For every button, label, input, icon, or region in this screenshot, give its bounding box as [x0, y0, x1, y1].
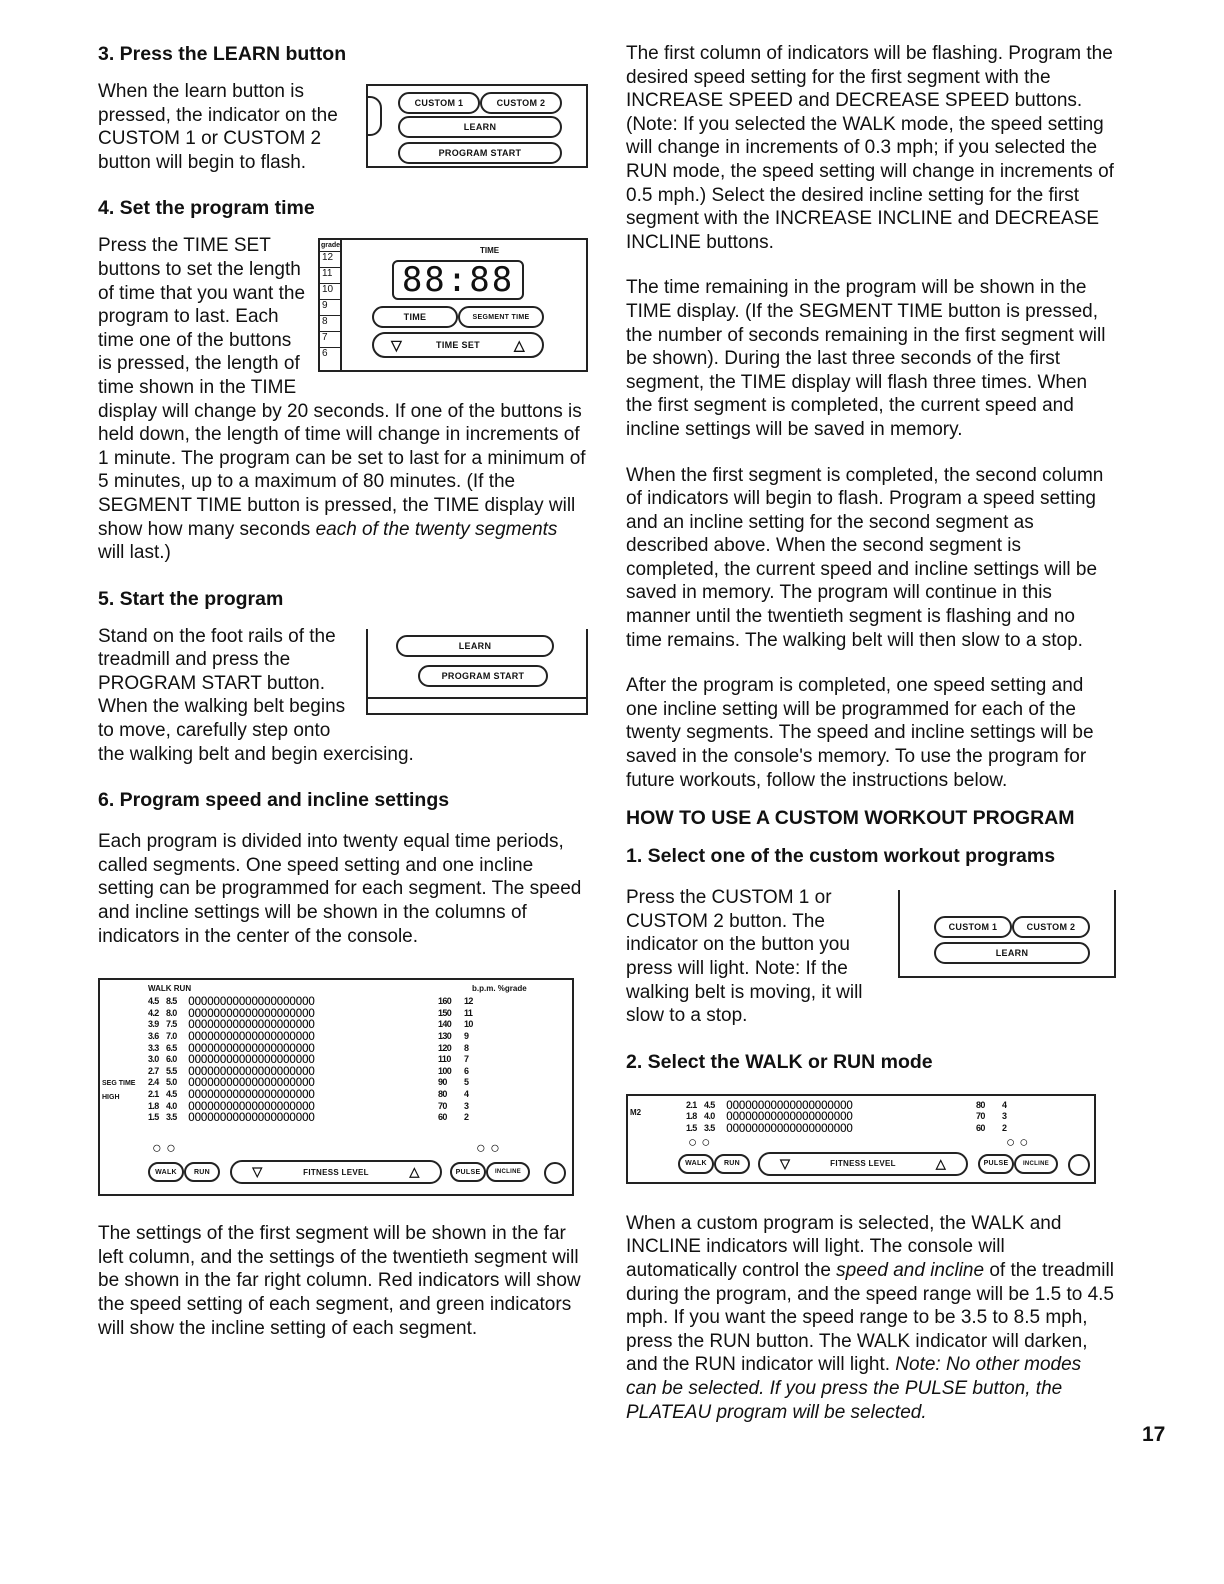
round-button-icon — [544, 1162, 566, 1184]
matrix-walk-value: 1.8 — [686, 1111, 697, 1122]
matrix-run-value: 3.5 — [166, 1112, 177, 1123]
matrix-grade-value: 7 — [464, 1054, 469, 1065]
segment-indicator-dots: OOOOOOOOOOOOOOOOOOOO — [188, 994, 315, 1009]
segment-indicator-dots: OOOOOOOOOOOOOOOOOOOO — [188, 1075, 315, 1090]
walk-run-emphasis: speed and incline — [836, 1259, 985, 1281]
matrix-bpm-value: 110 — [438, 1054, 451, 1065]
first-column-paragraph: The first column of indicators will be flashing. Program the desired speed setting for the first segment with the INCREASE SPEED and DECREASE SPEED buttons. (Note: If you selected the WALK mode, the speed setting will change in increments of 0.3 mph; if you selected the RUN mode, the speed setting will change in increments of 0.5 mph.) Select the desired incline setting for the first segment with the INCREASE INCLINE and DECREASE INCLINE buttons. — [626, 43, 1114, 253]
segment-indicator-dots: OOOOOOOOOOOOOOOOOOOO — [188, 1040, 315, 1055]
segment-indicator-dots: OOOOOOOOOOOOOOOOOOOO — [188, 1110, 315, 1125]
panel-divider — [366, 697, 588, 699]
segment-indicator-dots: OOOOOOOOOOOOOOOOOOOO — [726, 1109, 853, 1124]
indicator-matrix-illustration — [98, 978, 574, 1196]
incline-button-illustration-2 — [1014, 1154, 1058, 1174]
matrix-run-value: 7.0 — [166, 1031, 177, 1041]
matrix-side-a: SEG TIME — [102, 1080, 136, 1088]
walk-button-illustration-2 — [678, 1154, 714, 1174]
grade-scale-item: 6 — [320, 347, 340, 363]
pulse-button-illustration-2 — [978, 1154, 1014, 1174]
heading-select-custom: 1. Select one of the custom workout programs — [626, 845, 1056, 868]
walk-run-rows — [686, 1097, 1046, 1135]
walk-button-illustration — [148, 1162, 184, 1182]
walk-label-2: WALK — [685, 1160, 707, 1168]
second-segment-paragraph: When the first segment is completed, the second column of indicators will begin to flash. Program a speed setting and an incline setting for the second segment as described above. When the second segment is completed, the current speed and incline settings will be saved in memory. The program will continue in this manner until the twentieth segment is flashing and no time remains. The walking belt will then slow to a stop. — [626, 464, 1104, 651]
walk-run-panel-illustration — [626, 1094, 1096, 1184]
matrix-header-right: b.p.m. %grade — [472, 984, 527, 994]
start-program-paragraph: Stand on the foot rails of the treadmill and press the PROGRAM START button. When the walking belt begins to move, carefully step onto the walking belt and begin exercising. — [98, 625, 414, 765]
fitness-level-button-illustration-2 — [758, 1152, 968, 1176]
speed-incline-paragraph: Each program is divided into twenty equal time periods, called segments. One speed setting and one incline setting can be programmed for each segment. The speed and incline settings will be shown in the columns of indicators in the center of the console. — [98, 831, 582, 947]
matrix-bpm-value: 150 — [438, 1007, 452, 1018]
matrix-bpm-value: 60 — [976, 1122, 985, 1133]
matrix-run-value: 6.0 — [166, 1054, 177, 1065]
custom1-label: CUSTOM 1 — [414, 98, 464, 108]
matrix-run-value: 3.5 — [704, 1122, 715, 1133]
matrix-bpm-value: 130 — [438, 1031, 452, 1041]
heading-set-program-time: 4. Set the program time — [98, 197, 315, 220]
heading-speed-incline: 6. Program speed and incline settings — [98, 789, 450, 812]
learn-button-illustration-3 — [934, 942, 1090, 964]
matrix-walk-value: 2.1 — [148, 1088, 159, 1099]
program-start-panel-illustration — [366, 629, 588, 715]
matrix-walk-value: 2.7 — [148, 1065, 159, 1076]
section-start-program — [98, 587, 588, 767]
grade-scale-item: 11 — [320, 267, 340, 283]
time-label: TIME — [480, 246, 500, 256]
matrix-header-left: WALK RUN — [148, 984, 192, 994]
time-set-button-illustration — [372, 332, 544, 358]
incline-button-illustration — [486, 1162, 530, 1182]
matrix-bpm-value: 80 — [976, 1099, 985, 1110]
matrix-run-value: 4.0 — [704, 1111, 715, 1122]
matrix-run-value: 4.5 — [704, 1099, 715, 1110]
right-column — [626, 42, 1116, 1446]
matrix-run-value: 8.0 — [166, 1007, 177, 1018]
custom-select-panel-illustration — [898, 890, 1116, 978]
custom1-label-2: CUSTOM 1 — [948, 922, 998, 933]
segment-indicator-dots: OOOOOOOOOOOOOOOOOOOO — [188, 1029, 315, 1043]
matrix-grade-value: 4 — [464, 1088, 469, 1099]
round-button-icon — [1068, 1154, 1090, 1176]
matrix-grade-value: 4 — [1002, 1099, 1007, 1110]
time-panel-illustration — [318, 238, 588, 372]
section-learn — [98, 42, 588, 174]
matrix-grade-value: 8 — [464, 1042, 469, 1053]
grade-scale-item: 10 — [320, 283, 340, 299]
segment-indicator-dots: OOOOOOOOOOOOOOOOOOOO — [188, 1052, 315, 1067]
grade-scale-item: 12 — [320, 251, 340, 267]
section-walk-run — [626, 1050, 1116, 1424]
matrix-bpm-value: 140 — [438, 1019, 452, 1030]
learn-panel-illustration — [366, 84, 588, 168]
learn-button-illustration — [398, 116, 562, 138]
matrix-walk-value: 4.5 — [148, 996, 159, 1007]
segment-indicator-dots: OOOOOOOOOOOOOOOOOOOO — [188, 1063, 315, 1078]
program-completed-paragraph: After the program is completed, one speed setting and one incline setting will be programmed for each of the twenty segments. The speed and incline settings will be saved in the console's memory. To use the program for future workouts, follow the instructions below. — [626, 675, 1094, 791]
program-start-label-2: PROGRAM START — [441, 670, 525, 681]
learn-label-3: LEARN — [995, 948, 1029, 959]
segment-indicator-dots: OOOOOOOOOOOOOOOOOOOO — [188, 1005, 315, 1020]
down-arrow-icon: ▽ — [779, 1155, 791, 1171]
matrix-row — [148, 1112, 528, 1124]
time-button-illustration — [372, 306, 458, 328]
matrix-run-value: 5.0 — [166, 1077, 177, 1088]
run-label: RUN — [193, 1168, 211, 1176]
section-program-time — [98, 196, 588, 564]
segment-indicator-dots: OOOOOOOOOOOOOOOOOOOO — [188, 1098, 315, 1113]
matrix-walk-value: 3.0 — [148, 1054, 159, 1065]
custom1-button-illustration — [398, 92, 480, 114]
grade-scale — [320, 240, 342, 372]
pulse-label: PULSE — [455, 1168, 481, 1176]
run-button-illustration-2 — [714, 1154, 750, 1174]
down-arrow-icon: ▽ — [252, 1164, 263, 1180]
matrix-run-value: 7.5 — [166, 1019, 177, 1030]
segment-time-button-illustration — [458, 306, 544, 328]
segment-indicator-dots: OOOOOOOOOOOOOOOOOOOO — [188, 1017, 315, 1032]
down-arrow-icon: ▽ — [390, 336, 403, 353]
custom2-button-illustration-2 — [1012, 916, 1090, 938]
matrix-run-value: 8.5 — [166, 996, 177, 1007]
matrix-walk-value: 4.2 — [148, 1007, 159, 1018]
matrix-bpm-value: 70 — [438, 1100, 447, 1111]
grade-scale-item: 9 — [320, 299, 340, 315]
walk-run-side-label: M2 — [630, 1107, 642, 1117]
grade-scale-item: 8 — [320, 315, 340, 331]
custom2-label-2: CUSTOM 2 — [1026, 922, 1076, 933]
matrix-rows — [148, 996, 528, 1124]
matrix-walk-value: 1.5 — [686, 1122, 697, 1133]
walk-label: WALK — [155, 1168, 177, 1176]
matrix-bpm-value: 80 — [438, 1088, 447, 1099]
learn-label: LEARN — [463, 122, 497, 132]
matrix-grade-value: 6 — [464, 1065, 469, 1076]
pulse-button-illustration — [450, 1162, 486, 1182]
program-time-text: Press the TIME SET buttons to set the length of time that you want the program to last. Each time one of the buttons is pressed, the length of time shown in the TIME display will change by 20 seconds. If one of the buttons is held down, the length of time will change in increments of 1 minute. The program can be set to last for a minimum of 5 minutes, up to a maximum of 80 minutes. (If the SEGMENT TIME button is pressed, the TIME display will show how many seconds — [98, 235, 586, 540]
matrix-run-value: 5.5 — [166, 1065, 177, 1076]
matrix-walk-value: 3.3 — [148, 1042, 159, 1053]
grade-scale-item: 7 — [320, 331, 340, 347]
heading-how-to-use: HOW TO USE A CUSTOM WORKOUT PROGRAM — [626, 807, 1075, 830]
matrix-grade-value: 3 — [464, 1100, 469, 1111]
grade-scale-title: grade — [321, 242, 341, 250]
program-start-button-illustration-2 — [418, 665, 548, 687]
program-time-emphasis: each of the twenty segments — [315, 518, 558, 540]
segment-indicator-dots: OOOOOOOOOOOOOOOOOOOO — [726, 1120, 853, 1135]
fitness-level-button-illustration — [230, 1160, 442, 1184]
learn-label-2: LEARN — [458, 640, 492, 651]
up-arrow-icon: △ — [935, 1155, 947, 1171]
matrix-walk-value: 2.4 — [148, 1077, 159, 1088]
select-custom-paragraph: Press the CUSTOM 1 or CUSTOM 2 button. The indicator on the button you press will light. Note: If the walking belt is moving, it will slow to a stop. — [626, 887, 863, 1027]
heading-press-learn: 3. Press the LEARN button — [98, 43, 347, 65]
left-column — [98, 42, 588, 1362]
page-number: 17 — [1142, 1423, 1166, 1446]
matrix-grade-value: 10 — [464, 1019, 473, 1030]
matrix-grade-value: 3 — [1002, 1111, 1007, 1122]
matrix-grade-value: 11 — [464, 1007, 473, 1018]
walk-run-text: When a custom program is selected, the WALK and INCLINE indicators will light. The console will automatically control the — [626, 1212, 1062, 1281]
time-button-label: TIME — [403, 312, 427, 323]
run-button-illustration — [184, 1162, 220, 1182]
walk-run-text-mid: of the treadmill during the program, and the speed range will be 1.5 to 4.5 mph. If you want the speed range to be 3.5 to 8.5 mph, press the RUN button. The WALK indicator will darken, and the RUN indicator will light. — [626, 1259, 1114, 1376]
bracket-icon — [366, 96, 382, 136]
matrix-walk-value: 3.9 — [148, 1019, 159, 1030]
time-remaining-paragraph: The time remaining in the program will be shown in the TIME display. (If the SEGMENT TIME button is pressed, the number of seconds remaining in the first segment will be shown). During the last three seconds of the first segment, the TIME display will flash three times. When the first segment is completed, the current speed and incline settings will be saved in memory. — [626, 277, 1106, 440]
matrix-bpm-value: 60 — [438, 1112, 447, 1123]
program-start-button-illustration — [398, 142, 562, 164]
section-select-custom — [626, 844, 1116, 1028]
custom2-button-illustration — [480, 92, 562, 114]
matrix-walk-value: 2.1 — [686, 1099, 697, 1110]
matrix-grade-value: 9 — [464, 1031, 469, 1041]
matrix-bpm-value: 90 — [438, 1077, 447, 1088]
matrix-grade-value: 5 — [464, 1077, 469, 1088]
custom2-label: CUSTOM 2 — [496, 98, 546, 108]
walk-run-indicators-2: ○ ○ — [688, 1133, 711, 1151]
pulse-incline-indicators-2: ○ ○ — [1006, 1133, 1029, 1151]
program-time-text-end: will last.) — [98, 542, 171, 564]
run-label-2: RUN — [723, 1160, 741, 1168]
matrix-row — [686, 1120, 1046, 1135]
time-set-label: TIME SET — [436, 340, 480, 351]
matrix-bpm-value: 160 — [438, 996, 452, 1007]
heading-start-program: 5. Start the program — [98, 587, 284, 610]
matrix-side-b: HIGH — [102, 1094, 120, 1102]
segment-columns-paragraph: The settings of the first segment will be shown in the far left column, and the settings of the twentieth segment will be shown in the far right column. Red indicators will show the speed setting of each segment, and green indicators will show the incline setting of each segment. — [98, 1223, 581, 1339]
matrix-bpm-value: 70 — [976, 1111, 985, 1122]
heading-walk-run: 2. Select the WALK or RUN mode — [626, 1050, 933, 1073]
custom1-button-illustration-2 — [934, 916, 1012, 938]
up-arrow-icon: △ — [409, 1164, 420, 1180]
matrix-run-value: 6.5 — [166, 1042, 177, 1053]
matrix-bpm-value: 100 — [438, 1065, 452, 1076]
learn-paragraph: When the learn button is pressed, the indicator on the CUSTOM 1 or CUSTOM 2 button will begin to flash. — [98, 81, 338, 173]
matrix-run-value: 4.0 — [166, 1100, 177, 1111]
matrix-walk-value: 1.5 — [148, 1112, 159, 1123]
matrix-grade-value: 12 — [464, 996, 473, 1007]
segment-indicator-dots: OOOOOOOOOOOOOOOOOOOO — [726, 1097, 853, 1112]
section-speed-incline — [98, 788, 588, 1340]
incline-label-2: INCLINE — [1022, 1160, 1050, 1167]
matrix-bpm-value: 120 — [438, 1042, 452, 1053]
pulse-incline-indicators: ○ ○ — [476, 1140, 500, 1158]
walk-run-note: Note: No other modes can be selected. If you press the PULSE button, the PLATEAU program will be selected. — [626, 1354, 1082, 1423]
fitness-level-label: FITNESS LEVEL — [303, 1167, 369, 1177]
matrix-run-value: 4.5 — [166, 1088, 177, 1099]
incline-label: INCLINE — [494, 1169, 522, 1176]
time-display: 88:88 — [392, 260, 524, 300]
learn-button-illustration-2 — [396, 635, 554, 657]
program-start-label: PROGRAM START — [438, 148, 522, 158]
walk-run-indicators: ○ ○ — [152, 1140, 176, 1158]
segment-indicator-dots: OOOOOOOOOOOOOOOOOOOO — [188, 1086, 315, 1101]
up-arrow-icon: △ — [513, 336, 525, 353]
fitness-level-label-2: FITNESS LEVEL — [830, 1159, 896, 1169]
walk-run-paragraph — [626, 1212, 1116, 1424]
matrix-grade-value: 2 — [464, 1112, 469, 1123]
matrix-grade-value: 2 — [1002, 1122, 1007, 1133]
segment-time-label: SEGMENT TIME — [472, 313, 530, 321]
matrix-walk-value: 3.6 — [148, 1031, 159, 1041]
matrix-walk-value: 1.8 — [148, 1100, 159, 1111]
pulse-label-2: PULSE — [983, 1160, 1009, 1168]
